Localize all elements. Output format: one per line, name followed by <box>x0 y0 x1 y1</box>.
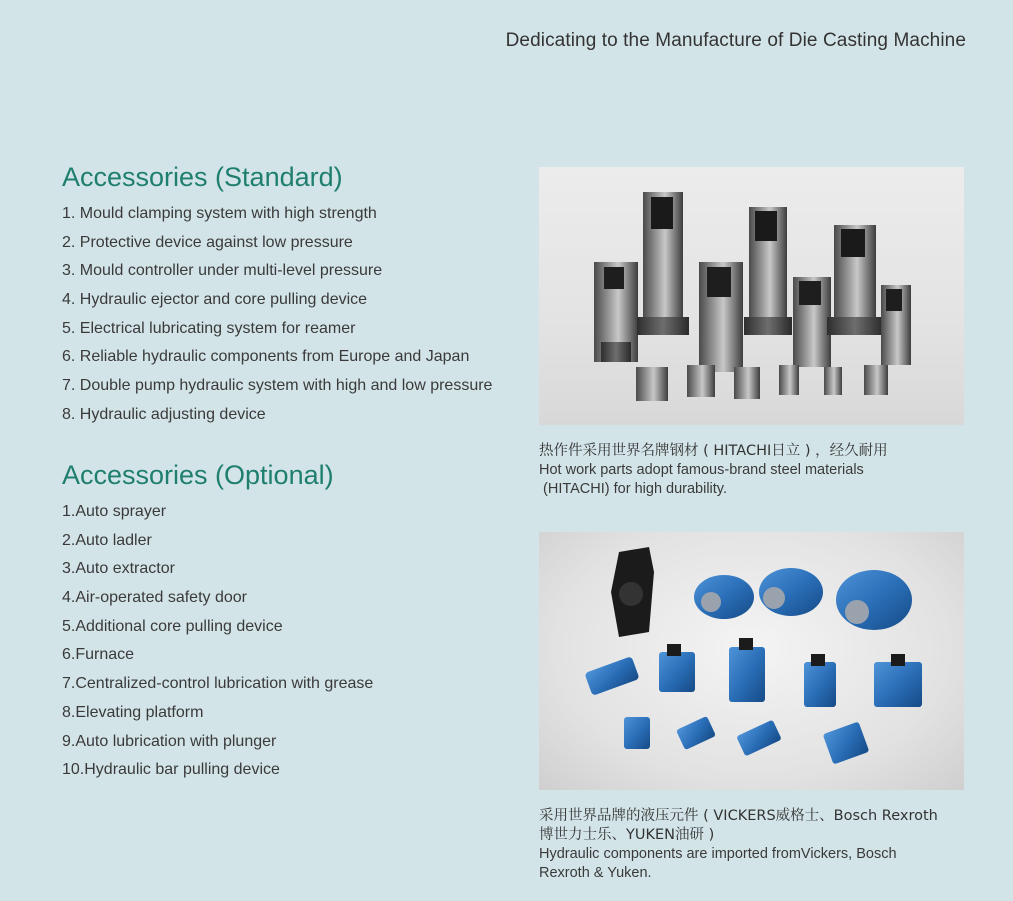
list-item: 3. Mould controller under multi-level pressure <box>62 262 383 280</box>
standard-accessories-title: Accessories (Standard) <box>62 162 343 192</box>
list-item: 1. Mould clamping system with high strength <box>62 205 377 222</box>
standard-accessories-list <box>62 200 492 430</box>
steel-parts-photo <box>539 167 964 425</box>
list-item: 6.Furnace <box>62 646 135 664</box>
caption-english-line2: Rexroth & Yuken. <box>539 865 652 881</box>
list-item: 2. Protective device against low pressure <box>62 233 353 251</box>
list-item: 1.Auto sprayer <box>62 503 167 520</box>
list-item: 4. Hydraulic ejector and core pulling device <box>62 291 368 309</box>
list-item: 3.Auto extractor <box>62 560 175 578</box>
optional-accessories-title: Accessories (Optional) <box>62 460 334 490</box>
caption-chinese-line2: 博世力士乐、YUKEN油研 ) <box>539 827 715 843</box>
hydraulic-components-caption <box>539 807 938 883</box>
caption-chinese-line1: 采用世界品牌的液压元件 ( VICKERS威格士、Bosch Rexroth <box>539 808 938 824</box>
list-item: 9.Auto lubrication with plunger <box>62 732 277 750</box>
list-item: 8. Hydraulic adjusting device <box>62 405 266 423</box>
steel-parts-illustration <box>539 167 964 425</box>
list-item: 5.Additional core pulling device <box>62 617 283 635</box>
list-item: 5. Electrical lubricating system for reamer <box>62 319 356 337</box>
list-item: 7. Double pump hydraulic system with high and low pressure <box>62 377 493 395</box>
list-item: 8.Elevating platform <box>62 703 204 721</box>
list-item: 10.Hydraulic bar pulling device <box>62 761 280 779</box>
caption-english-line2: (HITACHI) for high durability. <box>539 481 728 497</box>
caption-english-line1: Hot work parts adopt famous-brand steel materials <box>539 462 864 478</box>
list-item: 6. Reliable hydraulic components from Europe and Japan <box>62 348 470 366</box>
list-item: 2.Auto ladler <box>62 531 152 549</box>
steel-parts-caption <box>539 442 888 499</box>
optional-accessories-list <box>62 498 373 785</box>
list-item: 4.Air-operated safety door <box>62 589 247 607</box>
hydraulic-components-photo <box>539 532 964 790</box>
hydraulic-components-illustration <box>539 532 964 790</box>
caption-english-line1: Hydraulic components are imported fromVickers, Bosch <box>539 846 897 862</box>
list-item: 7.Centralized-control lubrication with grease <box>62 675 374 693</box>
caption-chinese: 热作件采用世界名牌钢材 ( HITACHI日立 ) ，经久耐用 <box>539 443 888 459</box>
header-tagline: Dedicating to the Manufacture of Die Casting Machine <box>505 30 966 51</box>
